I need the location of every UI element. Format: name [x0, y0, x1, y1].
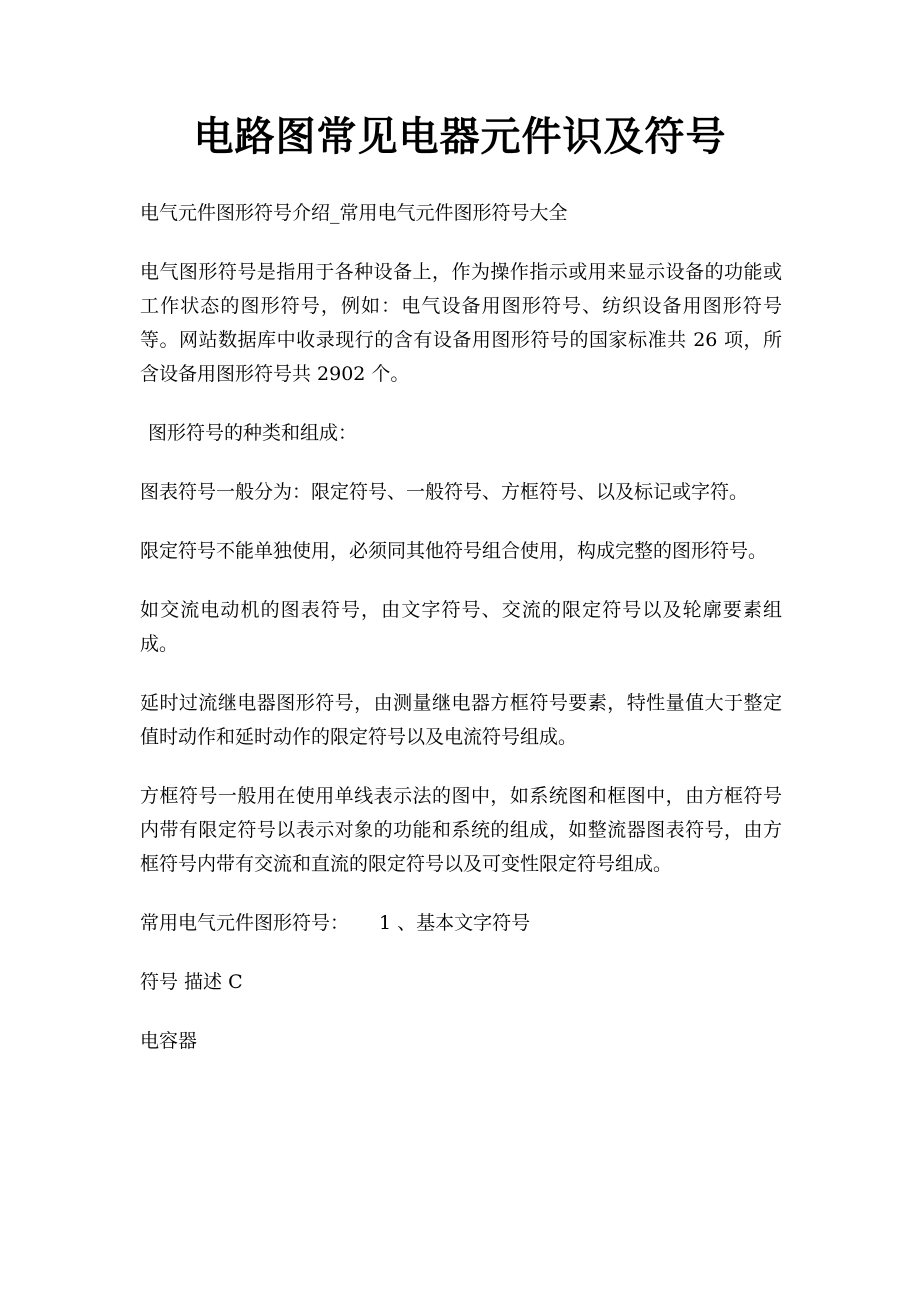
paragraph-symbol-categories: 图表符号一般分为：限定符号、一般符号、方框符号、以及标记或字符。 [140, 481, 749, 503]
paragraph-types-heading: 图形符号的种类和组成： [148, 422, 358, 444]
paragraph-ac-motor-example: 如交流电动机的图表符号，由文字符号、交流的限定符号以及轮廓要素组成。 [140, 599, 782, 655]
table-header-line: 符号 描述 C [140, 971, 243, 993]
document-body [140, 196, 782, 1083]
document-title: 电路图常见电器元件识及符号 [193, 113, 727, 160]
paragraph-relay-example: 延时过流继电器图形符号，由测量继电器方框符号要素，特性量值大于整定值时动作和延时动作的限定符号以及电流符号组成。 [140, 692, 782, 748]
section-common-symbols [140, 906, 782, 940]
paragraph-intro-heading: 电气元件图形符号介绍_常用电气元件图形符号大全 [140, 202, 568, 224]
paragraph-qualifier-symbols: 限定符号不能单独使用，必须同其他符号组合使用，构成完整的图形符号。 [140, 540, 768, 562]
section-label: 常用电气元件图形符号： [140, 912, 350, 934]
paragraph-definition: 电气图形符号是指用于各种设备上，作为操作指示或用来显示设备的功能或工作状态的图形符号，例如：电气设备用图形符号、纺织设备用图形符号等。网站数据库中收录现行的含有设备用图形符号的国家标准共 26 项，所含设备用图形符号共 2902 个。 [140, 261, 782, 385]
table-row-capacitor: 电容器 [140, 1030, 198, 1052]
paragraph-block-symbols: 方框符号一般用在使用单线表示法的图中，如系统图和框图中，由方框符号内带有限定符号以表示对象的功能和系统的组成，如整流器图表符号，由方框符号内带有交流和直流的限定符号以及可变性限定符号组成。 [140, 785, 782, 875]
section-item: 1 、基本文字符号 [379, 912, 531, 934]
